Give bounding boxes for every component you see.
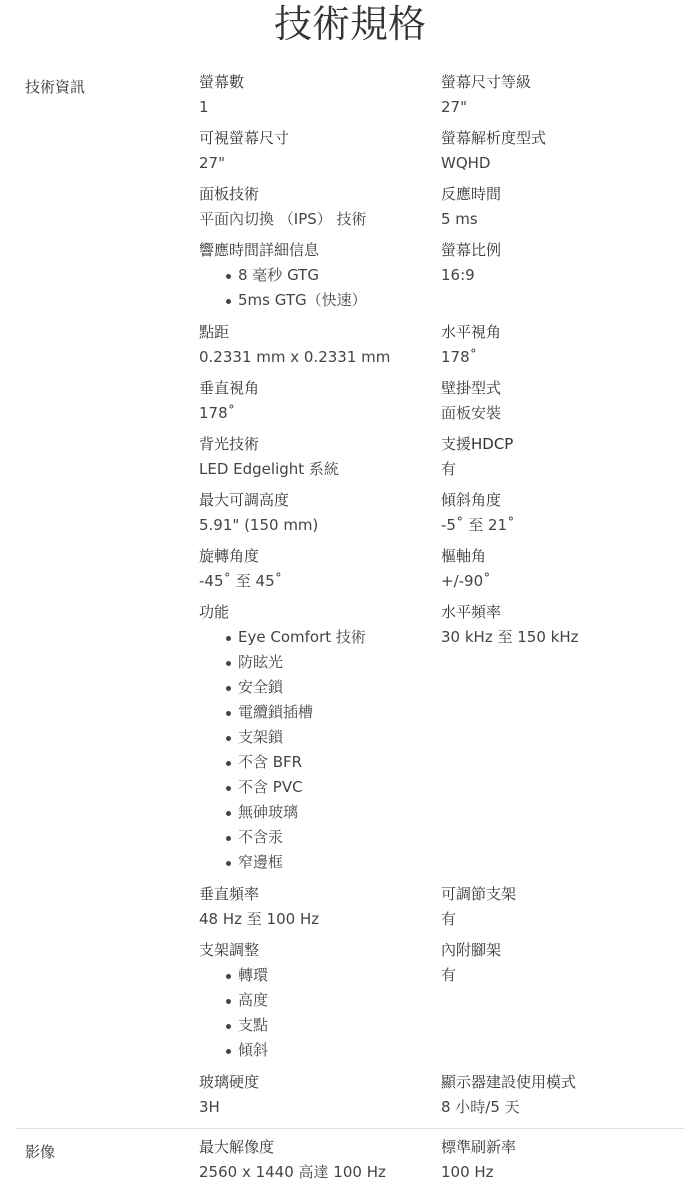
- spec-value: 有: [441, 910, 457, 928]
- list-item: [199, 825, 429, 850]
- spec-swivel-angle: [199, 544, 429, 594]
- spec-value: 5 ms: [441, 210, 478, 228]
- spec-label: 水平頻率: [441, 603, 502, 621]
- spec-list: [199, 625, 429, 875]
- bullet-icon: [226, 711, 231, 716]
- spec-vertical-viewing-angle: [199, 376, 429, 426]
- spec-value: -5˚ 至 21˚: [441, 516, 515, 534]
- spec-label: 反應時間: [441, 185, 502, 203]
- spec-pivot-angle: [441, 544, 681, 594]
- spec-value: 1: [199, 98, 209, 116]
- spec-viewable-size: [199, 126, 429, 176]
- list-item: [199, 625, 429, 650]
- list-item: [199, 675, 429, 700]
- spec-vertical-frequency: [199, 882, 429, 932]
- section-divider: [16, 1128, 684, 1129]
- spec-label: 旋轉角度: [199, 547, 260, 565]
- bullet-icon: [226, 299, 231, 304]
- list-item-text: 高度: [238, 991, 269, 1009]
- spec-label: 螢幕解析度型式: [441, 129, 547, 147]
- spec-screen-count: [199, 70, 429, 120]
- spec-glass-hardness: [199, 1070, 429, 1120]
- spec-label: 可視螢幕尺寸: [199, 129, 290, 147]
- spec-screen-size-class: [441, 70, 681, 120]
- bullet-icon: [226, 811, 231, 816]
- spec-label: 玻璃硬度: [199, 1073, 260, 1091]
- list-item-text: 窄邊框: [238, 853, 284, 871]
- spec-value: 48 Hz 至 100 Hz: [199, 910, 320, 928]
- list-item-text: 防眩光: [238, 653, 284, 671]
- section-label: 影像: [25, 1143, 56, 1161]
- spec-standard-refresh-rate: [441, 1135, 681, 1185]
- spec-value: 178˚: [199, 404, 236, 422]
- spec-value: 面板安裝: [441, 404, 502, 422]
- spec-backlight: [199, 432, 429, 482]
- spec-horizontal-frequency: [441, 600, 681, 650]
- list-item: [199, 700, 429, 725]
- spec-features: [199, 600, 429, 875]
- spec-stand-adjustments: [199, 938, 429, 1063]
- list-item-text: 不含汞: [238, 828, 284, 846]
- spec-label: 功能: [199, 603, 230, 621]
- spec-max-height-adjust: [199, 488, 429, 538]
- bullet-icon: [226, 736, 231, 741]
- bullet-icon: [226, 686, 231, 691]
- spec-label: 螢幕比例: [441, 241, 502, 259]
- spec-value: 100 Hz: [441, 1163, 494, 1181]
- spec-value: 2560 x 1440 高達 100 Hz: [199, 1163, 386, 1181]
- spec-value: 27": [199, 154, 225, 172]
- bullet-icon: [226, 836, 231, 841]
- spec-value: 5.91" (150 mm): [199, 516, 319, 534]
- list-item: [199, 750, 429, 775]
- spec-label: 垂直頻率: [199, 885, 260, 903]
- spec-response-time-details: [199, 238, 429, 313]
- spec-value: 27": [441, 98, 467, 116]
- spec-value: -45˚ 至 45˚: [199, 572, 283, 590]
- spec-label: 支援HDCP: [441, 435, 514, 453]
- spec-label: 點距: [199, 323, 230, 341]
- list-item: [199, 850, 429, 875]
- list-item: [199, 775, 429, 800]
- spec-list: [199, 263, 429, 313]
- list-item-text: 無砷玻璃: [238, 803, 299, 821]
- spec-label: 內附腳架: [441, 941, 502, 959]
- spec-label: 標準刷新率: [441, 1138, 517, 1156]
- spec-value: 178˚: [441, 348, 478, 366]
- spec-value: 有: [441, 460, 457, 478]
- list-item: [199, 1038, 429, 1063]
- spec-label: 顯示器建設使用模式: [441, 1073, 577, 1091]
- page-title: 技術規格: [273, 2, 426, 46]
- spec-usage-mode: [441, 1070, 681, 1120]
- spec-label: 螢幕尺寸等級: [441, 73, 532, 91]
- bullet-icon: [226, 861, 231, 866]
- spec-list: [199, 963, 429, 1063]
- list-item: [199, 800, 429, 825]
- spec-aspect-ratio: [441, 238, 681, 288]
- list-item: [199, 650, 429, 675]
- spec-horizontal-viewing-angle: [441, 320, 681, 370]
- list-item: [199, 988, 429, 1013]
- list-item-text: 支點: [238, 1016, 269, 1034]
- list-item-text: 8 毫秒 GTG: [238, 266, 319, 284]
- spec-value: 有: [441, 966, 457, 984]
- spec-value: +/-90˚: [441, 572, 491, 590]
- list-item-text: 電纜鎖插槽: [238, 703, 314, 721]
- list-item: [199, 263, 429, 288]
- list-item-text: 轉環: [238, 966, 269, 984]
- spec-resolution-type: [441, 126, 681, 176]
- spec-value: 3H: [199, 1098, 220, 1116]
- list-item: [199, 1013, 429, 1038]
- spec-hdcp: [441, 432, 681, 482]
- bullet-icon: [226, 761, 231, 766]
- spec-label: 響應時間詳細信息: [199, 241, 320, 259]
- spec-pixel-pitch: [199, 320, 429, 370]
- spec-value: 30 kHz 至 150 kHz: [441, 628, 579, 646]
- spec-value: WQHD: [441, 154, 491, 172]
- bullet-icon: [226, 661, 231, 666]
- spec-stand-included: [441, 938, 681, 988]
- list-item-text: Eye Comfort 技術: [238, 628, 366, 646]
- spec-panel-technology: [199, 182, 429, 232]
- spec-label: 螢幕數: [199, 73, 245, 91]
- spec-value: 平面內切換 （IPS） 技術: [199, 210, 367, 228]
- bullet-icon: [226, 786, 231, 791]
- section-label: 技術資訊: [25, 78, 86, 96]
- bullet-icon: [226, 636, 231, 641]
- spec-label: 傾斜角度: [441, 491, 502, 509]
- spec-label: 最大可調高度: [199, 491, 290, 509]
- spec-label: 最大解像度: [199, 1138, 275, 1156]
- list-item: [199, 963, 429, 988]
- bullet-icon: [226, 1049, 231, 1054]
- spec-label: 支架調整: [199, 941, 260, 959]
- spec-label: 面板技術: [199, 185, 260, 203]
- list-item-text: 5ms GTG（快速）: [238, 291, 367, 309]
- spec-max-resolution: [199, 1135, 429, 1185]
- spec-value: LED Edgelight 系統: [199, 460, 339, 478]
- bullet-icon: [226, 999, 231, 1004]
- spec-wall-mount: [441, 376, 681, 426]
- spec-value: 16:9: [441, 266, 475, 284]
- bullet-icon: [226, 974, 231, 979]
- list-item-text: 傾斜: [238, 1041, 269, 1059]
- list-item-text: 不含 PVC: [238, 778, 303, 796]
- spec-value: 0.2331 mm x 0.2331 mm: [199, 348, 391, 366]
- spec-tilt-angle: [441, 488, 681, 538]
- list-item-text: 支架鎖: [238, 728, 284, 746]
- spec-label: 樞軸角: [441, 547, 487, 565]
- spec-adjustable-stand: [441, 882, 681, 932]
- spec-label: 壁掛型式: [441, 379, 502, 397]
- spec-label: 水平視角: [441, 323, 502, 341]
- spec-response-time: [441, 182, 681, 232]
- bullet-icon: [226, 1024, 231, 1029]
- spec-label: 可調節支架: [441, 885, 517, 903]
- bullet-icon: [226, 274, 231, 279]
- spec-label: 背光技術: [199, 435, 260, 453]
- list-item-text: 不含 BFR: [238, 753, 303, 771]
- list-item: [199, 725, 429, 750]
- spec-value: 8 小時/5 天: [441, 1098, 520, 1116]
- spec-label: 垂直視角: [199, 379, 260, 397]
- list-item: [199, 288, 429, 313]
- list-item-text: 安全鎖: [238, 678, 284, 696]
